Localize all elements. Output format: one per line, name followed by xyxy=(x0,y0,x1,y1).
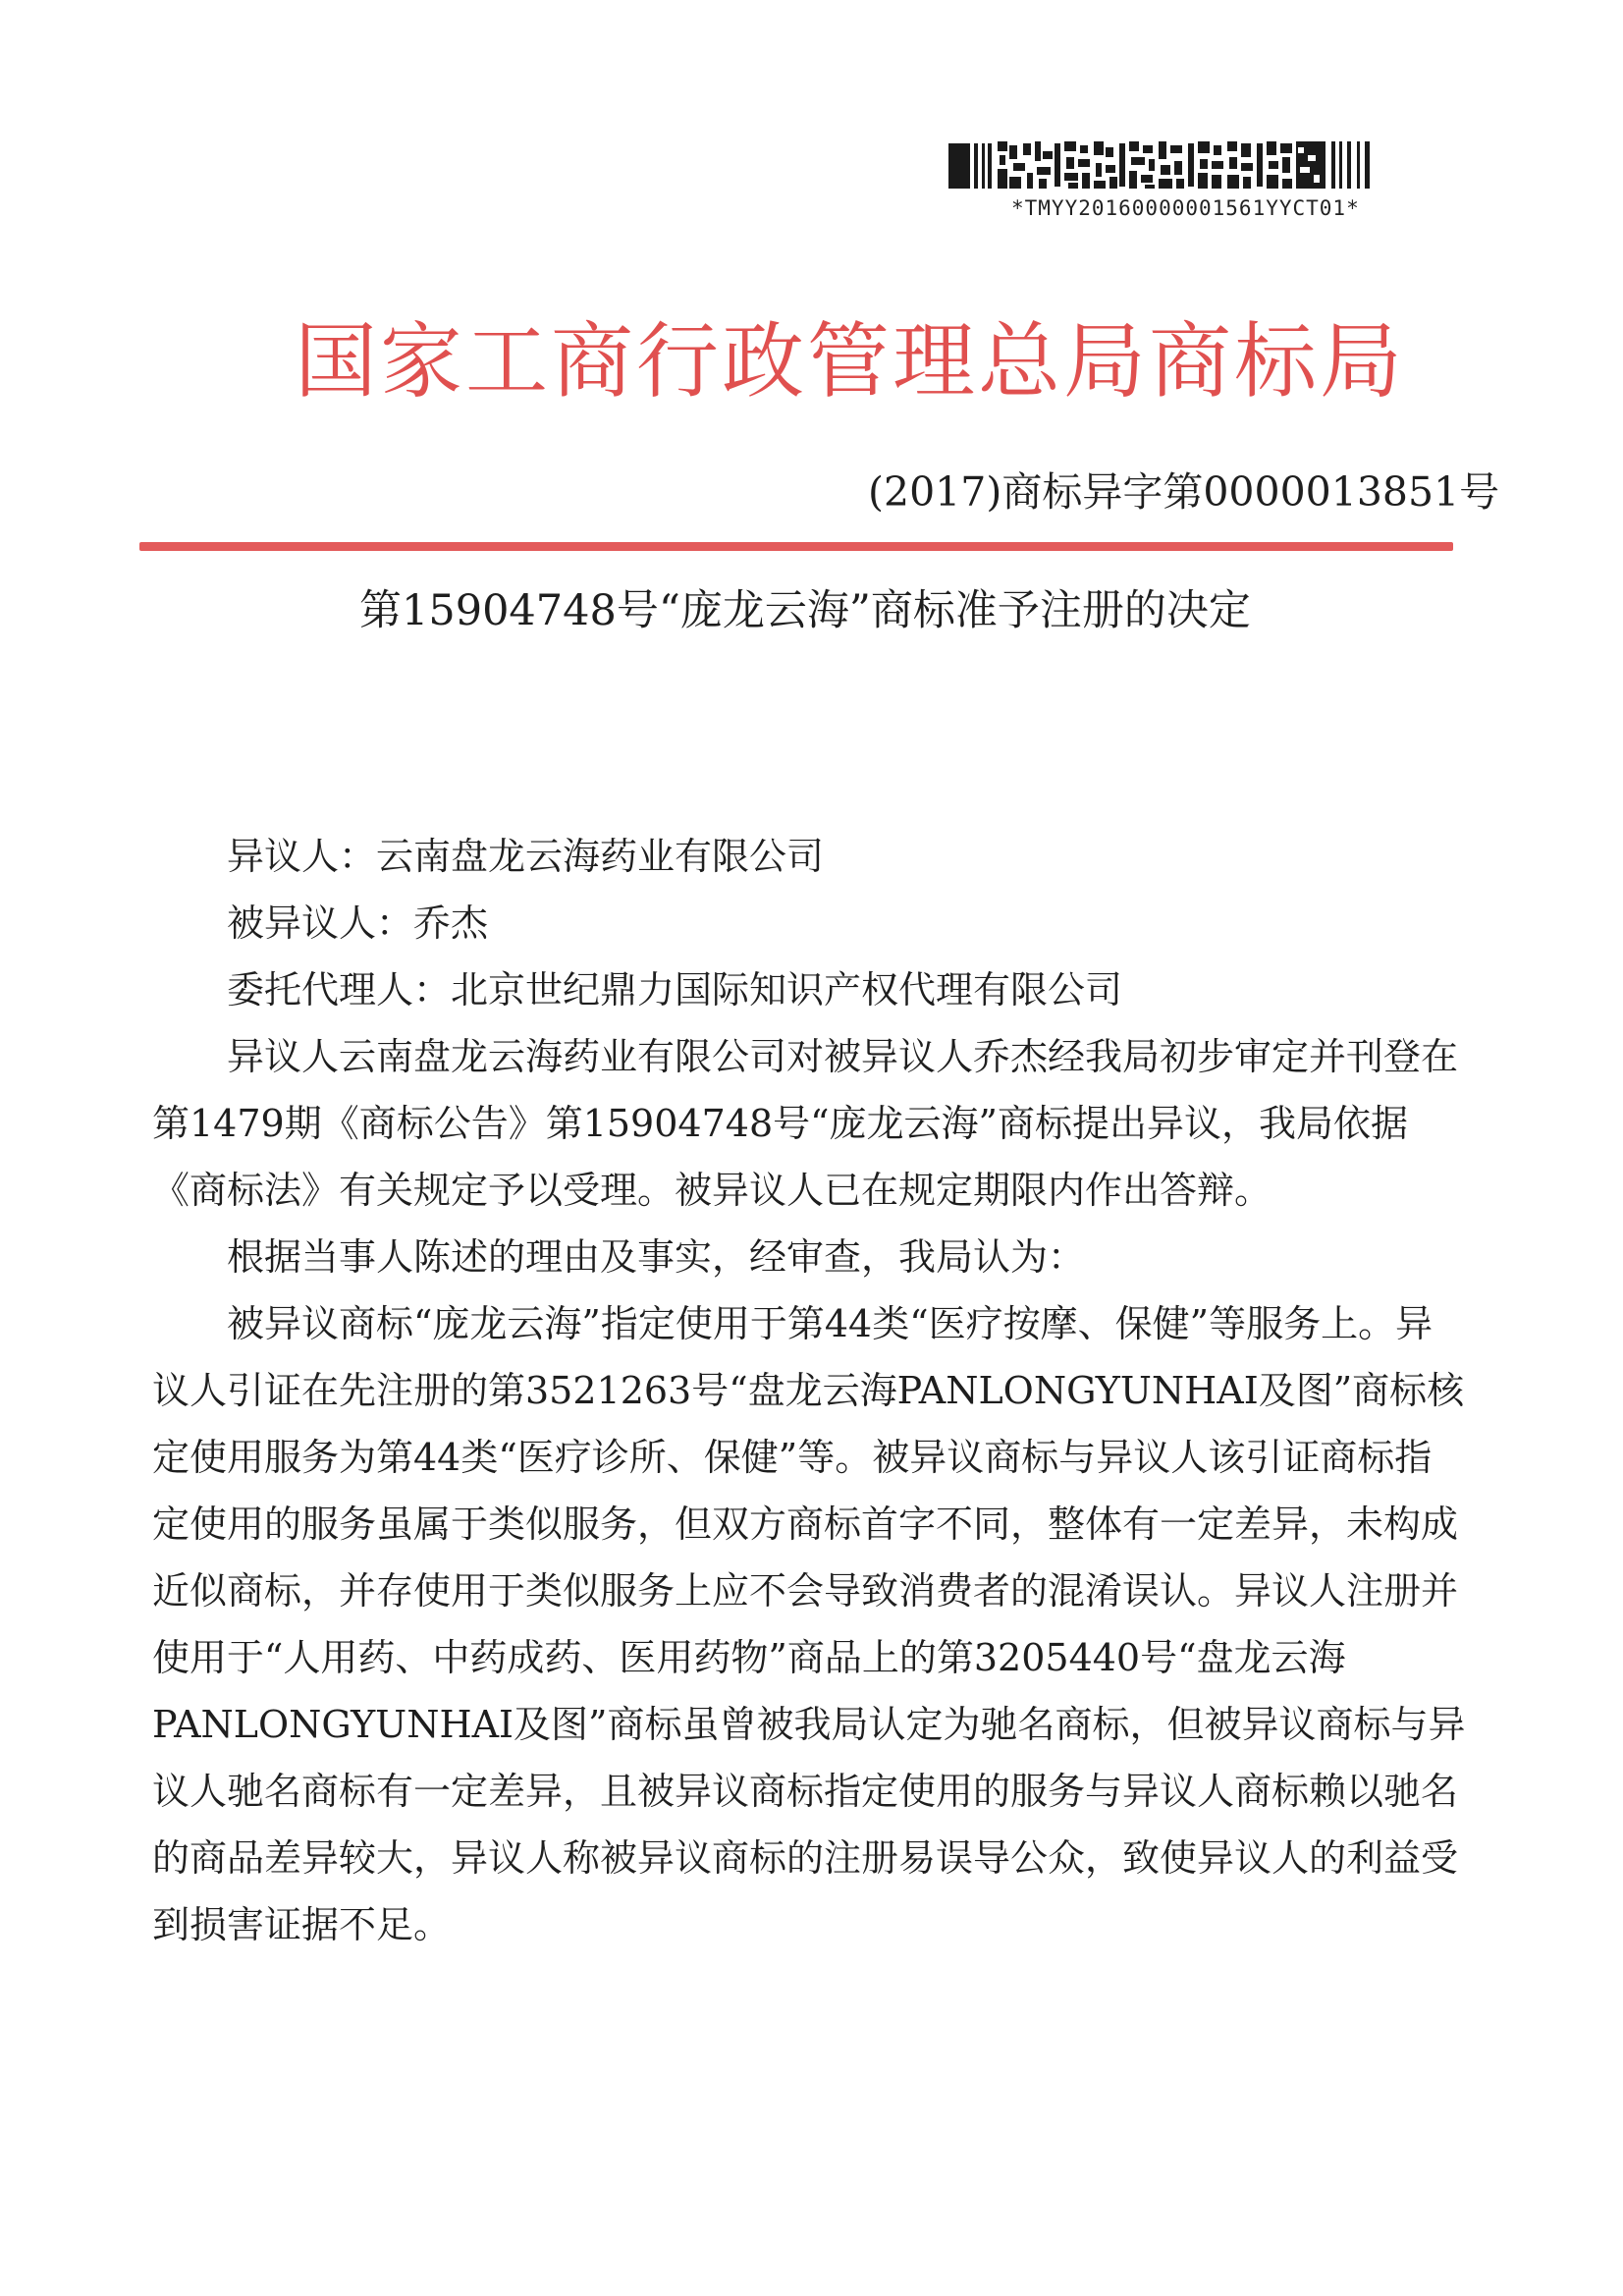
party-label: 被异议人： xyxy=(227,902,414,945)
document-body xyxy=(152,823,1468,1958)
party-label: 异议人： xyxy=(227,835,377,878)
paragraph-opposition: 异议人云南盘龙云海药业有限公司对被异议人乔杰经我局初步审定并刊登在第1479期《商标公告》第15904748号“庞龙云海”商标提出异议，我局依据《商标法》有关规定予以受理。被异议人已在规定期限内作出答辩。 xyxy=(152,1035,1459,1212)
barcode-number: *TMYY20160000001561YYCT01* xyxy=(1011,196,1360,220)
party-value: 云南盘龙云海药业有限公司 xyxy=(376,835,825,878)
party-value: 北京世纪鼎力国际知识产权代理有限公司 xyxy=(451,968,1123,1011)
paragraph-analysis: 被异议商标“庞龙云海”指定使用于第44类“医疗按摩、保健”等服务上。异议人引证在先注册的第3521263号“盘龙云海PANLONGYUNHAI及图”商标核定使用服务为第44类“医疗诊所、保健”等。被异议商标与异议人该引证商标指定使用的服务虽属于类似服务，但双方商标首字不同，整体有一定差异，未构成近似商标，并存使用于类似服务上应不会导致消费者的混淆误认。异议人注册并使用于“人用药、中药成药、医用药物”商品上的第3205440号“盘龙云海PANLONGYUNHAI及图”商标虽曾被我局认定为驰名商标，但被异议商标与异议人驰名商标有一定差异，且被异议商标指定使用的服务与异议人商标赖以驰名的商品差异较大，异议人称被异议商标的注册易误导公众，致使异议人的利益受到损害证据不足。 xyxy=(152,1302,1466,1946)
red-divider xyxy=(139,542,1453,551)
decision-title: 第15904748号“庞龙云海”商标准予注册的决定 xyxy=(359,586,1251,635)
paragraph-review: 根据当事人陈述的理由及事实，经审查，我局认为： xyxy=(227,1235,1086,1279)
agency-name: 国家工商行政管理总局商标局 xyxy=(295,313,1406,410)
party-label: 委托代理人： xyxy=(227,968,452,1011)
barcode-image xyxy=(948,139,1398,192)
party-respondent xyxy=(152,890,1468,957)
party-value: 乔杰 xyxy=(413,902,489,945)
document-number: (2017)商标异字第0000013851号 xyxy=(868,468,1500,516)
party-opponent xyxy=(152,823,1468,890)
party-agent xyxy=(152,957,1468,1023)
